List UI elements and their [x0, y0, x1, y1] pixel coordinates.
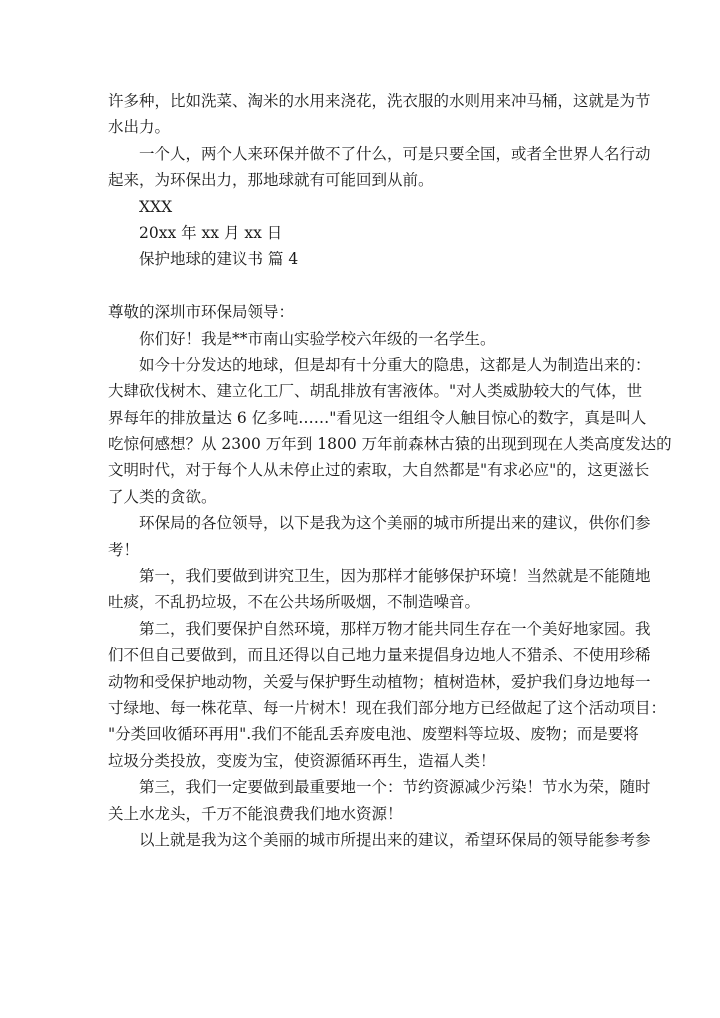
text-line: 你们好！我是**市南山实验学校六年级的一名学生。 [139, 329, 496, 348]
text-line: 许多种，比如洗菜、淘米的水用来浇花，洗衣服的水则用来冲马桶，这就是为节 [108, 92, 651, 110]
salutation [108, 299, 614, 325]
paragraph-everyone-acts [108, 141, 651, 194]
text-line: 关上水龙头，千万不能浪费我们地水资源！ [108, 804, 403, 823]
text-line: 20xx 年 xx 月 xx 日 [139, 223, 283, 242]
text-line: 垃圾分类投放，变废为宝，使资源循环再生，造福人类！ [108, 751, 496, 770]
signature-date [108, 220, 614, 246]
text-line: 以上就是我为这个美丽的城市所提出来的建议，希望环保局的领导能参考参 [139, 830, 651, 849]
paragraph-intro-suggestions [108, 510, 651, 563]
text-line: 吐痰，不乱扔垃圾，不在公共场所吸烟，不制造噪音。 [108, 593, 481, 612]
text-line: 起来，为环保出力，那地球就有可能回到从前。 [108, 171, 434, 190]
paragraph-closing [108, 827, 651, 853]
section-heading [108, 246, 614, 272]
paragraph-dangers [108, 352, 672, 510]
text-line: 文明时代，对于每个人从未停止过的索取，大自然都是"有求必应"的，这更滋长 [108, 461, 650, 480]
text-line: "分类回收循环再用".我们不能乱丢弃废电池、废塑料等垃圾、废物；而是要将 [108, 725, 639, 744]
text-line: 动物和受保护地动物，关爱与保护野生动植物；植树造林，爱护我们身边地每一 [108, 672, 651, 691]
text-line: 了人类的贪欲。 [108, 487, 217, 506]
paragraph-suggestion-1 [108, 563, 651, 616]
document-page [108, 88, 672, 853]
text-line: 环保局的各位领导，以下是我为这个美丽的城市所提出来的建议，供你们参 [139, 514, 651, 533]
text-line: 水出力。 [108, 118, 171, 137]
text-line: 尊敬的深圳市环保局领导： [108, 303, 295, 322]
signature-name [108, 194, 614, 220]
paragraph-suggestion-3 [108, 774, 651, 827]
text-line: 界每年的排放量达 6 亿多吨……"看见这一组组令人触目惊心的数字，真是叫人 [108, 408, 647, 427]
text-line: 如今十分发达的地球，但是却有十分重大的隐患，这都是人为制造出来的： [139, 355, 651, 374]
text-line: 考！ [108, 540, 140, 559]
paragraph-greeting [108, 326, 614, 352]
paragraph-suggestion-2 [108, 616, 667, 774]
text-line: XXX [139, 197, 173, 216]
text-line: 第一，我们要做到讲究卫生，因为那样才能够保护环境！当然就是不能随地 [139, 567, 651, 586]
text-line: 们不但自己要做到，而且还得以自己地力量来提倡身边地人不猎杀、不使用珍稀 [108, 646, 651, 665]
text-line: 吃惊何感想？从 2300 万年到 1800 万年前森林古猿的出现到现在人类高度发达的 [108, 435, 672, 454]
paragraph-water-reuse [108, 88, 651, 141]
text-line: 一个人，两个人来环保并做不了什么，可是只要全国，或者全世界人名行动 [139, 144, 651, 163]
text-line: 大肆砍伐树木、建立化工厂、胡乱排放有害液体。"对人类威胁较大的气体，世 [108, 382, 643, 401]
text-line: 保护地球的建议书 篇 4 [139, 250, 299, 269]
text-line: 第二，我们要保护自然环境，那样万物才能共同生存在一个美好地家园。我 [139, 619, 651, 638]
blank-line [108, 273, 614, 299]
text-line: 寸绿地、每一株花草、每一片树木！现在我们部分地方已经做起了这个活动项目： [108, 698, 667, 717]
text-line: 第三，我们一定要做到最重要地一个：节约资源减少污染！节水为荣，随时 [139, 778, 651, 797]
